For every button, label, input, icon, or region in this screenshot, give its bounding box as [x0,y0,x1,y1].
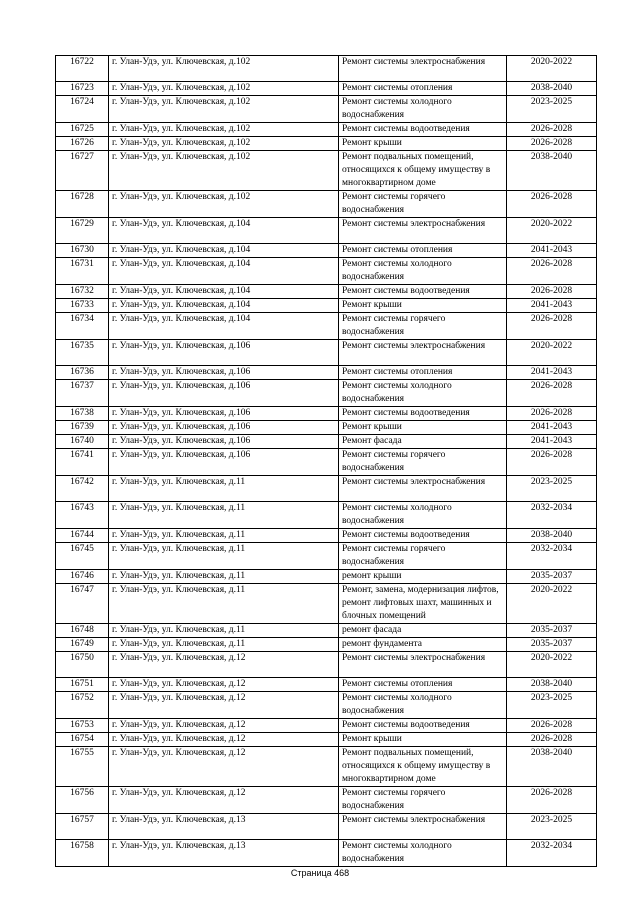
row-number: 16752 [56,692,109,719]
row-number: 16757 [56,814,109,840]
table-row [56,123,597,137]
address-cell: г. Улан-Удэ, ул. Ключевская, д.11 [109,529,339,543]
row-number: 16735 [56,340,109,366]
work-type-cell: Ремонт системы электроснабжения [339,56,507,82]
table-row [56,502,597,529]
address-cell: г. Улан-Удэ, ул. Ключевская, д.106 [109,435,339,449]
row-number: 16730 [56,244,109,258]
work-type-cell: Ремонт системы горячего водоснабжения [339,191,507,218]
table-row [56,244,597,258]
row-number: 16724 [56,96,109,123]
period-cell: 2038-2040 [507,151,597,191]
address-cell: г. Улан-Удэ, ул. Ключевская, д.102 [109,151,339,191]
address-cell: г. Улан-Удэ, ул. Ключевская, д.12 [109,652,339,678]
table-body [56,56,597,867]
work-type-cell: Ремонт системы отопления [339,244,507,258]
row-number: 16751 [56,678,109,692]
table-row [56,529,597,543]
period-cell: 2020-2022 [507,56,597,82]
row-number: 16748 [56,624,109,638]
table-row [56,340,597,366]
address-cell: г. Улан-Удэ, ул. Ключевская, д.12 [109,787,339,814]
address-cell: г. Улан-Удэ, ул. Ключевская, д.11 [109,476,339,502]
table-row [56,285,597,299]
work-type-cell: ремонт фундамента [339,638,507,652]
address-cell: г. Улан-Удэ, ул. Ключевская, д.102 [109,96,339,123]
period-cell: 2026-2028 [507,380,597,407]
table-row [56,191,597,218]
work-type-cell: Ремонт системы холодного водоснабжения [339,840,507,867]
work-type-cell: Ремонт крыши [339,137,507,151]
table-row [56,258,597,285]
address-cell: г. Улан-Удэ, ул. Ключевская, д.13 [109,840,339,867]
table-row [56,366,597,380]
row-number: 16746 [56,570,109,584]
work-type-cell: Ремонт системы электроснабжения [339,652,507,678]
address-cell: г. Улан-Удэ, ул. Ключевская, д.12 [109,747,339,787]
work-type-cell: Ремонт системы холодного водоснабжения [339,96,507,123]
period-cell: 2038-2040 [507,747,597,787]
row-number: 16753 [56,719,109,733]
period-cell: 2035-2037 [507,624,597,638]
work-type-cell: Ремонт системы холодного водоснабжения [339,380,507,407]
table-row [56,137,597,151]
period-cell: 2035-2037 [507,570,597,584]
address-cell: г. Улан-Удэ, ул. Ключевская, д.12 [109,678,339,692]
address-cell: г. Улан-Удэ, ул. Ключевская, д.13 [109,814,339,840]
row-number: 16756 [56,787,109,814]
address-cell: г. Улан-Удэ, ул. Ключевская, д.12 [109,733,339,747]
period-cell: 2041-2043 [507,299,597,313]
row-number: 16754 [56,733,109,747]
address-cell: г. Улан-Удэ, ул. Ключевская, д.104 [109,313,339,340]
period-cell: 2026-2028 [507,313,597,340]
row-number: 16742 [56,476,109,502]
work-type-cell: ремонт крыши [339,570,507,584]
row-number: 16727 [56,151,109,191]
work-type-cell: Ремонт системы водоотведения [339,529,507,543]
work-type-cell: Ремонт фасада [339,435,507,449]
period-cell: 2023-2025 [507,814,597,840]
row-number: 16741 [56,449,109,476]
table-row [56,787,597,814]
work-type-cell: Ремонт системы водоотведения [339,719,507,733]
table-row [56,299,597,313]
period-cell: 2041-2043 [507,244,597,258]
work-type-cell: Ремонт системы холодного водоснабжения [339,502,507,529]
work-type-cell: Ремонт крыши [339,733,507,747]
period-cell: 2038-2040 [507,82,597,96]
work-type-cell: Ремонт подвальных помещений, относящихся к общему имуществу в многоквартирном доме [339,151,507,191]
row-number: 16731 [56,258,109,285]
period-cell: 2041-2043 [507,366,597,380]
table-row [56,652,597,678]
work-type-cell: Ремонт системы горячего водоснабжения [339,787,507,814]
period-cell: 2023-2025 [507,692,597,719]
period-cell: 2026-2028 [507,285,597,299]
table-row [56,82,597,96]
row-number: 16743 [56,502,109,529]
work-type-cell: Ремонт системы электроснабжения [339,476,507,502]
row-number: 16755 [56,747,109,787]
period-cell: 2023-2025 [507,96,597,123]
address-cell: г. Улан-Удэ, ул. Ключевская, д.106 [109,407,339,421]
period-cell: 2020-2022 [507,218,597,244]
address-cell: г. Улан-Удэ, ул. Ключевская, д.11 [109,570,339,584]
table-row [56,840,597,867]
row-number: 16728 [56,191,109,218]
period-cell: 2026-2028 [507,137,597,151]
period-cell: 2041-2043 [507,421,597,435]
address-cell: г. Улан-Удэ, ул. Ключевская, д.11 [109,543,339,570]
address-cell: г. Улан-Удэ, ул. Ключевская, д.11 [109,624,339,638]
period-cell: 2038-2040 [507,529,597,543]
work-type-cell: Ремонт подвальных помещений, относящихся к общему имуществу в многоквартирном доме [339,747,507,787]
row-number: 16740 [56,435,109,449]
row-number: 16745 [56,543,109,570]
row-number: 16722 [56,56,109,82]
address-cell: г. Улан-Удэ, ул. Ключевская, д.104 [109,218,339,244]
page-number: Страница 468 [290,868,350,878]
work-type-cell: Ремонт системы отопления [339,82,507,96]
address-cell: г. Улан-Удэ, ул. Ключевская, д.12 [109,719,339,733]
row-number: 16758 [56,840,109,867]
period-cell: 2020-2022 [507,652,597,678]
work-type-cell: Ремонт системы электроснабжения [339,218,507,244]
row-number: 16737 [56,380,109,407]
work-type-cell: Ремонт системы электроснабжения [339,340,507,366]
period-cell: 2026-2028 [507,407,597,421]
row-number: 16744 [56,529,109,543]
address-cell: г. Улан-Удэ, ул. Ключевская, д.11 [109,584,339,624]
address-cell: г. Улан-Удэ, ул. Ключевская, д.106 [109,380,339,407]
work-type-cell: Ремонт крыши [339,421,507,435]
address-cell: г. Улан-Удэ, ул. Ключевская, д.104 [109,299,339,313]
address-cell: г. Улан-Удэ, ул. Ключевская, д.12 [109,692,339,719]
period-cell: 2026-2028 [507,449,597,476]
period-cell: 2026-2028 [507,787,597,814]
table-row [56,638,597,652]
period-cell: 2026-2028 [507,191,597,218]
address-cell: г. Улан-Удэ, ул. Ключевская, д.106 [109,421,339,435]
work-type-cell: Ремонт системы отопления [339,366,507,380]
row-number: 16729 [56,218,109,244]
period-cell: 2023-2025 [507,476,597,502]
table-row [56,678,597,692]
table-row [56,692,597,719]
row-number: 16723 [56,82,109,96]
table-row [56,476,597,502]
address-cell: г. Улан-Удэ, ул. Ключевская, д.102 [109,123,339,137]
table-row [56,96,597,123]
address-cell: г. Улан-Удэ, ул. Ключевская, д.104 [109,258,339,285]
address-cell: г. Улан-Удэ, ул. Ключевская, д.102 [109,137,339,151]
row-number: 16739 [56,421,109,435]
period-cell: 2026-2028 [507,719,597,733]
repair-schedule-table [55,55,597,867]
table-row [56,543,597,570]
table-row [56,570,597,584]
address-cell: г. Улан-Удэ, ул. Ключевская, д.106 [109,366,339,380]
work-type-cell: Ремонт крыши [339,299,507,313]
row-number: 16749 [56,638,109,652]
row-number: 16726 [56,137,109,151]
table-row [56,407,597,421]
row-number: 16738 [56,407,109,421]
period-cell: 2041-2043 [507,435,597,449]
address-cell: г. Улан-Удэ, ул. Ключевская, д.102 [109,191,339,218]
address-cell: г. Улан-Удэ, ул. Ключевская, д.106 [109,449,339,476]
work-type-cell: Ремонт системы холодного водоснабжения [339,692,507,719]
address-cell: г. Улан-Удэ, ул. Ключевская, д.104 [109,285,339,299]
address-cell: г. Улан-Удэ, ул. Ключевская, д.102 [109,82,339,96]
work-type-cell: Ремонт системы горячего водоснабжения [339,543,507,570]
address-cell: г. Улан-Удэ, ул. Ключевская, д.11 [109,502,339,529]
period-cell: 2020-2022 [507,584,597,624]
table-row [56,584,597,624]
row-number: 16736 [56,366,109,380]
table-row [56,56,597,82]
table-row [56,814,597,840]
page-footer [0,868,640,878]
row-number: 16734 [56,313,109,340]
table-row [56,218,597,244]
table-row [56,380,597,407]
row-number: 16733 [56,299,109,313]
period-cell: 2038-2040 [507,678,597,692]
row-number: 16725 [56,123,109,137]
work-type-cell: Ремонт системы водоотведения [339,407,507,421]
period-cell: 2026-2028 [507,123,597,137]
work-type-cell: Ремонт, замена, модернизация лифтов, ремонт лифтовых шахт, машинных и блочных помещений [339,584,507,624]
address-cell: г. Улан-Удэ, ул. Ключевская, д.104 [109,244,339,258]
work-type-cell: Ремонт системы холодного водоснабжения [339,258,507,285]
document-page [55,55,596,867]
address-cell: г. Улан-Удэ, ул. Ключевская, д.102 [109,56,339,82]
work-type-cell: Ремонт системы электроснабжения [339,814,507,840]
period-cell: 2035-2037 [507,638,597,652]
table-row [56,624,597,638]
table-row [56,747,597,787]
table-row [56,719,597,733]
table-row [56,421,597,435]
work-type-cell: Ремонт системы водоотведения [339,123,507,137]
work-type-cell: Ремонт системы водоотведения [339,285,507,299]
table-row [56,733,597,747]
work-type-cell: Ремонт системы отопления [339,678,507,692]
period-cell: 2032-2034 [507,502,597,529]
period-cell: 2026-2028 [507,258,597,285]
period-cell: 2026-2028 [507,733,597,747]
row-number: 16732 [56,285,109,299]
address-cell: г. Улан-Удэ, ул. Ключевская, д.11 [109,638,339,652]
table-row [56,151,597,191]
row-number: 16747 [56,584,109,624]
address-cell: г. Улан-Удэ, ул. Ключевская, д.106 [109,340,339,366]
table-row [56,449,597,476]
period-cell: 2020-2022 [507,340,597,366]
work-type-cell: ремонт фасада [339,624,507,638]
period-cell: 2032-2034 [507,543,597,570]
table-row [56,313,597,340]
period-cell: 2032-2034 [507,840,597,867]
row-number: 16750 [56,652,109,678]
work-type-cell: Ремонт системы горячего водоснабжения [339,313,507,340]
table-row [56,435,597,449]
work-type-cell: Ремонт системы горячего водоснабжения [339,449,507,476]
